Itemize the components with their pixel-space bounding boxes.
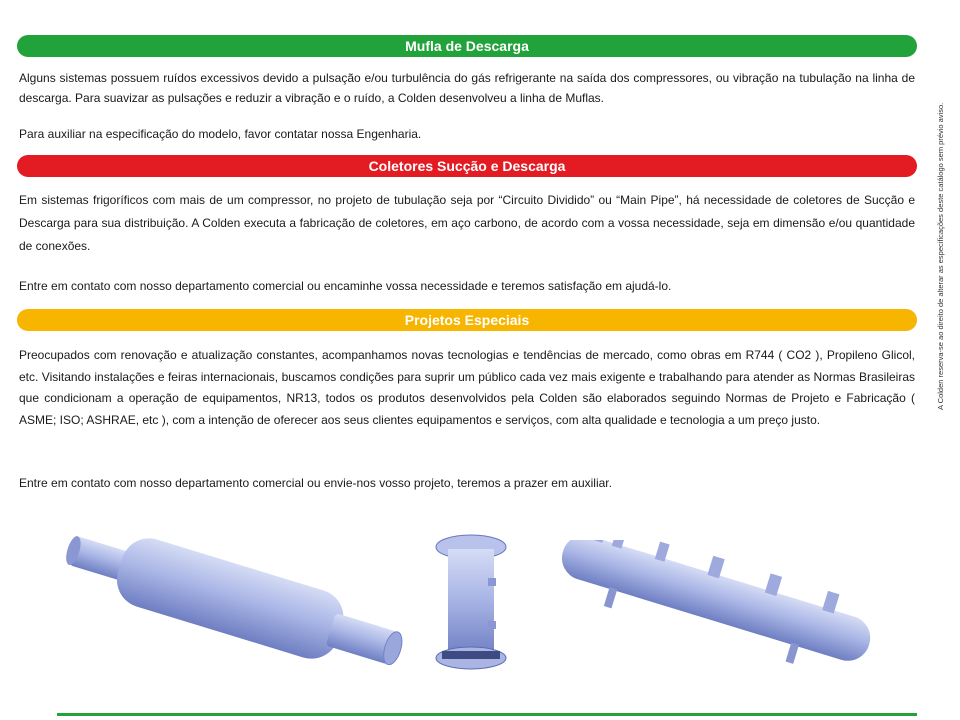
mufla-paragraph-2: Para auxiliar na especificação do modelo, favor contatar nossa Engenharia. (19, 127, 422, 141)
coletores-paragraph-1: Em sistemas frigoríficos com mais de um compressor, no projeto de tubulação seja por “Circuito Dividido” ou “Main Pipe”, há necessidade de coletores de Sucção e Descarga para sua distribuição. A Colden executa a fabricação de coletores, em aço carbono, de acordo com a vossa necessidade, seja em dimensão e/ou quantidade de conexões. (19, 193, 915, 253)
section-title-mufla: Mufla de Descarga (17, 35, 917, 57)
section-title-coletores: Coletores Sucção e Descarga (17, 155, 917, 177)
disclaimer-side-note: A Colden reserva-se ao direito de alterar as especificações deste catálogo sem prévio aviso. (936, 102, 945, 410)
bottom-divider (57, 713, 917, 716)
separator-illustration (432, 533, 510, 673)
mufla-paragraph-1: Alguns sistemas possuem ruídos excessivos devido a pulsação e/ou turbulência do gás refrigerante na saída dos compressores, ou vibração na tubulação na linha de descarga. Para suavizar as pulsações e reduzir a vibração e o ruído, a Colden desenvolveu a linha de Muflas. (19, 71, 915, 105)
mufla-illustration (60, 535, 410, 665)
projetos-paragraph-2: Entre em contato com nosso departamento comercial ou envie-nos vosso projeto, teremos a prazer em auxiliar. (19, 476, 612, 490)
coletores-paragraph-2: Entre em contato com nosso departamento comercial ou encaminhe vossa necessidade e teremos satisfação em ajudá-lo. (19, 279, 672, 293)
section-title-projetos: Projetos Especiais (17, 309, 917, 331)
projetos-paragraph-1: Preocupados com renovação e atualização constantes, acompanhamos novas tecnologias e tendências de mercado, como obras em R744 ( CO2 ), Propileno Glicol, etc. Visitando instalações e feiras internacionais, buscamos condições para suprir um público cada vez mais exigente e trabalhando para atender as Normas Brasileiras que condicionam a operação de equipamentos, NR13, todos os produtos desenvolvidos pela Colden são elaborados seguindo Normas de Projeto e Fabricação ( ASME; ISO; ASHRAE, etc ), com a intenção de oferecer aos seus clientes equipamentos e serviços, com alta qualidade e tecnologia a um preço justo. (19, 348, 915, 427)
coletor-illustration (548, 540, 878, 675)
